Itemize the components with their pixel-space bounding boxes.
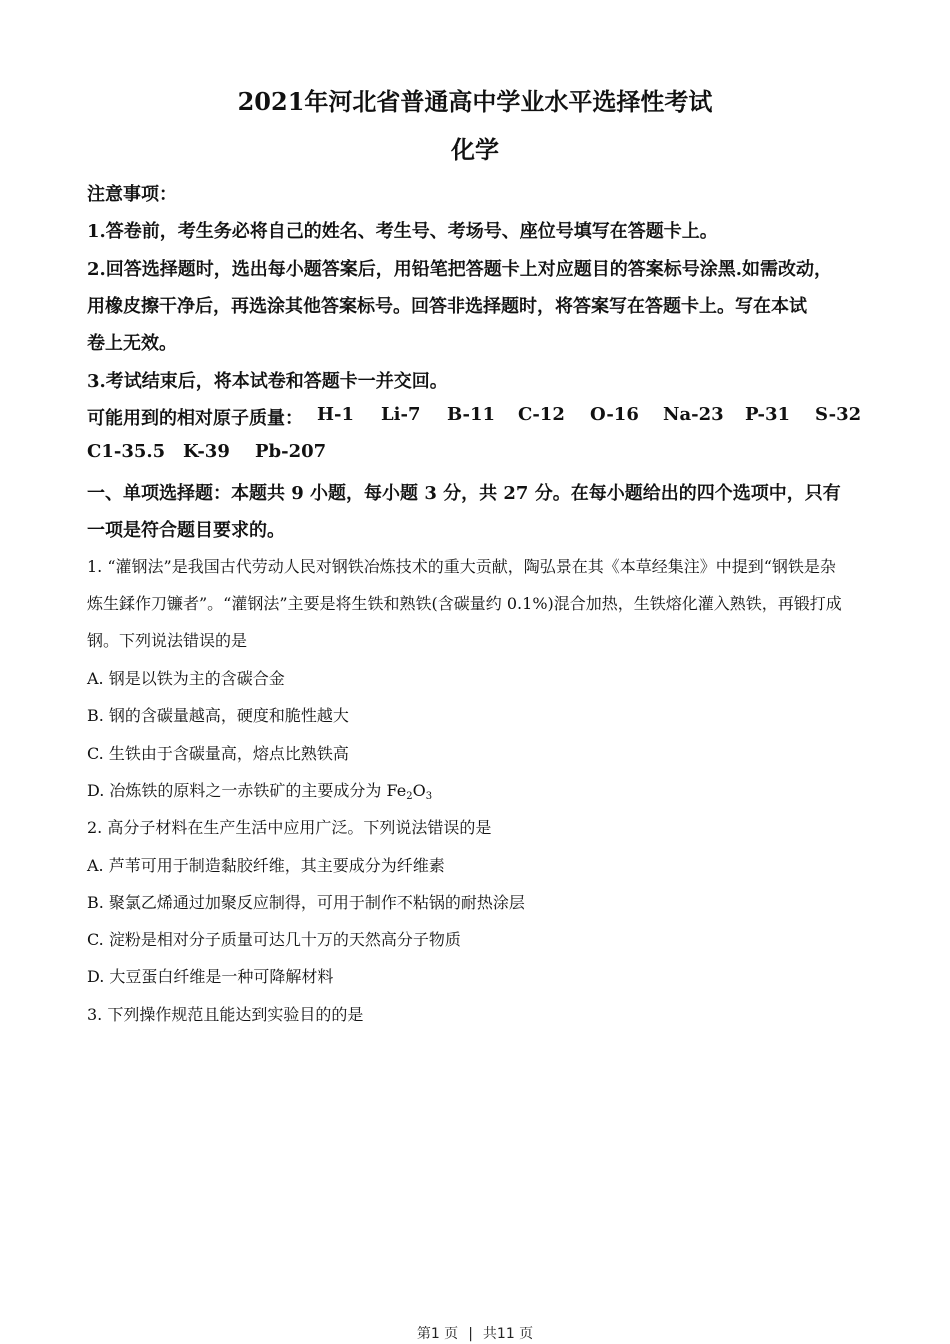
atomic-mass: C1-35.5 (87, 441, 166, 462)
question-2-option-a: A. 芦苇可用于制造黏胶纤维，其主要成分为纤维素 (87, 856, 445, 875)
question-3-stem: 3. 下列操作规范且能达到实验目的的是 (87, 1005, 364, 1024)
option-d-text: O (412, 781, 426, 800)
atomic-mass: Pb-207 (255, 441, 327, 462)
question-1-line-3: 钢。下列说法错误的是 (87, 631, 248, 650)
option-d-text: D. 冶炼铁的原料之一赤铁矿的主要成分为 Fe (87, 781, 407, 800)
subject-title: 化学 (451, 135, 499, 164)
footer-separator: | (468, 1326, 473, 1342)
notice-item-3: 3.考试结束后，将本试卷和答题卡一并交回。 (87, 371, 448, 392)
notice-heading: 注意事项： (87, 184, 177, 205)
atomic-mass: Na-23 (663, 404, 724, 425)
subscript: 2 (406, 791, 413, 802)
notice-item-2-line-2: 用橡皮擦干净后，再选涂其他答案标号。回答非选择题时，将答案写在答题卡上。写在本试 (87, 296, 807, 317)
atomic-mass: S-32 (815, 404, 862, 425)
question-2-option-c: C. 淀粉是相对分子质量可达几十万的天然高分子物质 (87, 930, 461, 949)
question-1-line-1: 1. “灌钢法”是我国古代劳动人民对钢铁冶炼技术的重大贡献，陶弘景在其《本草经集注》中提到“钢铁是杂 (87, 557, 836, 576)
question-1-line-2: 炼生鍒作刀镰者”。“灌钢法”主要是将生铁和熟铁(含碳量约 0.1%)混合加热，生铁熔化灌入熟铁，再锻打成 (87, 594, 842, 613)
question-1-option-a: A. 钢是以铁为主的含碳合金 (87, 669, 285, 688)
atomic-mass: Li-7 (381, 404, 421, 425)
question-1-option-d (87, 778, 867, 802)
page-number: 第1 页 (416, 1326, 459, 1342)
page-total: 共11 页 (482, 1326, 534, 1342)
exam-title: 2021年河北省普通高中学业水平选择性考试 (237, 87, 713, 116)
atomic-masses-row-1 (87, 404, 867, 428)
atomic-mass: C-12 (518, 404, 565, 425)
section-heading-line-1: 一、单项选择题：本题共 9 小题，每小题 3 分，共 27 分。在每小题给出的四个选项中，只有 (87, 483, 841, 504)
question-2-stem: 2. 高分子材料在生产生活中应用广泛。下列说法错误的是 (87, 818, 492, 837)
notice-item-2-line-3: 卷上无效。 (87, 333, 177, 354)
atomic-mass: B-11 (447, 404, 496, 425)
question-1-option-c: C. 生铁由于含碳量高，熔点比熟铁高 (87, 744, 349, 763)
atomic-masses-label: 可能用到的相对原子质量： (87, 408, 303, 429)
atomic-mass: P-31 (745, 404, 791, 425)
question-2-option-d: D. 大豆蛋白纤维是一种可降解材料 (87, 967, 334, 986)
atomic-mass: H-1 (317, 404, 355, 425)
subscript: 3 (425, 791, 433, 802)
section-heading-line-2: 一项是符合题目要求的。 (87, 520, 285, 541)
question-1-option-b: B. 钢的含碳量越高，硬度和脆性越大 (87, 706, 349, 725)
question-2-option-b: B. 聚氯乙烯通过加聚反应制得，可用于制作不粘锅的耐热涂层 (87, 893, 525, 912)
page-footer (0, 1323, 950, 1343)
notice-item-1: 1.答卷前，考生务必将自己的姓名、考生号、考场号、座位号填写在答题卡上。 (87, 221, 718, 242)
atomic-mass: O-16 (590, 404, 639, 425)
notice-item-2-line-1: 2.回答选择题时，选出每小题答案后，用铅笔把答题卡上对应题目的答案标号涂黑.如需改动， (87, 259, 833, 280)
atomic-mass: K-39 (183, 441, 230, 462)
atomic-masses-row-2 (87, 441, 867, 465)
